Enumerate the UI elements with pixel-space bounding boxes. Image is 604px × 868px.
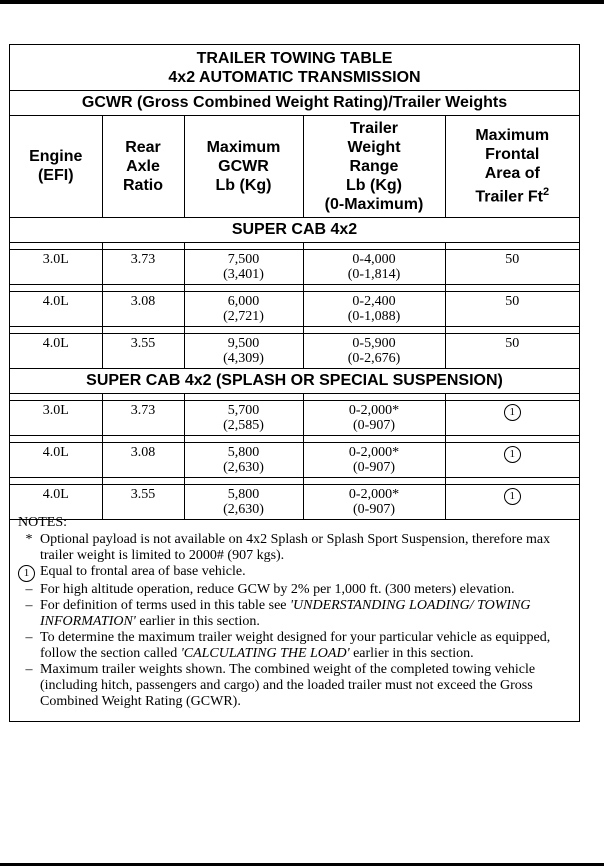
table-title [10, 45, 579, 91]
circled-one-icon: 1 [504, 488, 521, 505]
col-header-gcwr: Maximum GCWR Lb (Kg) [184, 115, 303, 218]
note-text: Equal to frontal area of base vehicle. [40, 564, 246, 579]
section-row-super-cab-splash [10, 369, 579, 394]
cell-frontal: 50 [445, 292, 579, 327]
cell-gcwr: 5,700 (2,585) [184, 401, 303, 436]
cell-range: 0-4,000 (0-1,814) [303, 250, 445, 285]
cell-range: 0-2,000* (0-907) [303, 485, 445, 520]
cell-engine: 4.0L [10, 485, 102, 520]
table-row [10, 443, 579, 478]
cell-axle: 3.73 [102, 250, 184, 285]
cell-axle: 3.55 [102, 485, 184, 520]
note-item [18, 598, 578, 630]
cell-range: 0-2,400 (0-1,088) [303, 292, 445, 327]
spacer-row [10, 243, 579, 250]
note-item [18, 532, 578, 564]
notes-section [18, 515, 578, 710]
cell-frontal: 50 [445, 334, 579, 369]
note-marker: – [25, 582, 33, 597]
note-marker: – [25, 630, 33, 645]
circled-one-icon: 1 [504, 446, 521, 463]
cell-engine: 4.0L [10, 443, 102, 478]
spacer-row [10, 285, 579, 292]
table-row [10, 250, 579, 285]
cell-frontal [445, 443, 579, 478]
section-row-super-cab [10, 218, 579, 243]
table-row [10, 401, 579, 436]
note-marker: * [25, 532, 33, 547]
note-text: Optional payload is not available on 4x2 Splash or Splash Sport Suspension, therefore max trailer weight is limited to 2000# (907 kgs). [40, 532, 551, 563]
table-row [10, 334, 579, 369]
cell-engine: 4.0L [10, 292, 102, 327]
cell-axle: 3.08 [102, 443, 184, 478]
note-text: To determine the maximum trailer weight designed for your particular vehicle as equipped, follow the section called 'CALCULATING THE LOAD' earlier in this section. [40, 630, 551, 661]
bottom-rule [0, 863, 604, 866]
col-header-engine: Engine (EFI) [10, 115, 102, 218]
note-item [18, 630, 578, 662]
note-marker: – [25, 598, 33, 613]
cell-range: 0-2,000* (0-907) [303, 443, 445, 478]
col-header-axle: Rear Axle Ratio [102, 115, 184, 218]
cell-axle: 3.08 [102, 292, 184, 327]
note-marker: – [25, 662, 33, 677]
circled-one-icon: 1 [18, 565, 35, 582]
cell-gcwr: 7,500 (3,401) [184, 250, 303, 285]
title-line-2: 4x2 AUTOMATIC TRANSMISSION [168, 69, 421, 86]
table-row [10, 292, 579, 327]
note-item [18, 582, 578, 598]
col-header-range: Trailer Weight Range Lb (Kg) (0-Maximum) [303, 115, 445, 218]
note-item [18, 662, 578, 710]
cell-range: 0-2,000* (0-907) [303, 401, 445, 436]
cell-gcwr: 5,800 (2,630) [184, 443, 303, 478]
cell-range: 0-5,900 (0-2,676) [303, 334, 445, 369]
towing-table-frame [9, 44, 580, 722]
note-item [18, 564, 578, 582]
spacer-row [10, 478, 579, 485]
cell-engine: 3.0L [10, 250, 102, 285]
spacer-row [10, 436, 579, 443]
cell-engine: 4.0L [10, 334, 102, 369]
section-label: SUPER CAB 4x2 (SPLASH OR SPECIAL SUSPENSION) [10, 369, 579, 394]
col-header-frontal: Maximum Frontal Area of Trailer Ft$^2$ [445, 115, 579, 218]
table-subtitle: GCWR (Gross Combined Weight Rating)/Trailer Weights [10, 91, 579, 116]
top-rule [0, 0, 604, 4]
note-text: Maximum trailer weights shown. The combined weight of the completed towing vehicle (including hitch, passengers and cargo) and the loaded trailer must not exceed the Gross Combined Weight Rating (GCWR). [40, 662, 536, 709]
cell-engine: 3.0L [10, 401, 102, 436]
cell-axle: 3.73 [102, 401, 184, 436]
spacer-row [10, 327, 579, 334]
title-line-1: TRAILER TOWING TABLE [196, 50, 393, 67]
towing-table [10, 115, 579, 520]
cell-frontal: 50 [445, 250, 579, 285]
note-emphasis: 'UNDERSTANDING LOADING/ TOWING INFORMATION' [40, 598, 531, 629]
frontal-unit-exponent: 2 [542, 185, 550, 198]
note-emphasis: 'CALCULATING THE LOAD' [180, 646, 350, 661]
cell-gcwr: 9,500 (4,309) [184, 334, 303, 369]
note-text: For high altitude operation, reduce GCW by 2% per 1,000 ft. (300 meters) elevation. [40, 582, 515, 597]
cell-gcwr: 6,000 (2,721) [184, 292, 303, 327]
spacer-row [10, 394, 579, 401]
cell-frontal [445, 401, 579, 436]
section-label: SUPER CAB 4x2 [10, 218, 579, 243]
notes-header: NOTES: [18, 515, 67, 530]
circled-one-icon: 1 [504, 404, 521, 421]
cell-gcwr: 5,800 (2,630) [184, 485, 303, 520]
note-text: For definition of terms used in this table see 'UNDERSTANDING LOADING/ TOWING INFORMATION' earlier in this section. [40, 598, 531, 629]
header-row [10, 115, 579, 218]
cell-axle: 3.55 [102, 334, 184, 369]
frontal-unit: Trailer Ft [475, 188, 543, 206]
